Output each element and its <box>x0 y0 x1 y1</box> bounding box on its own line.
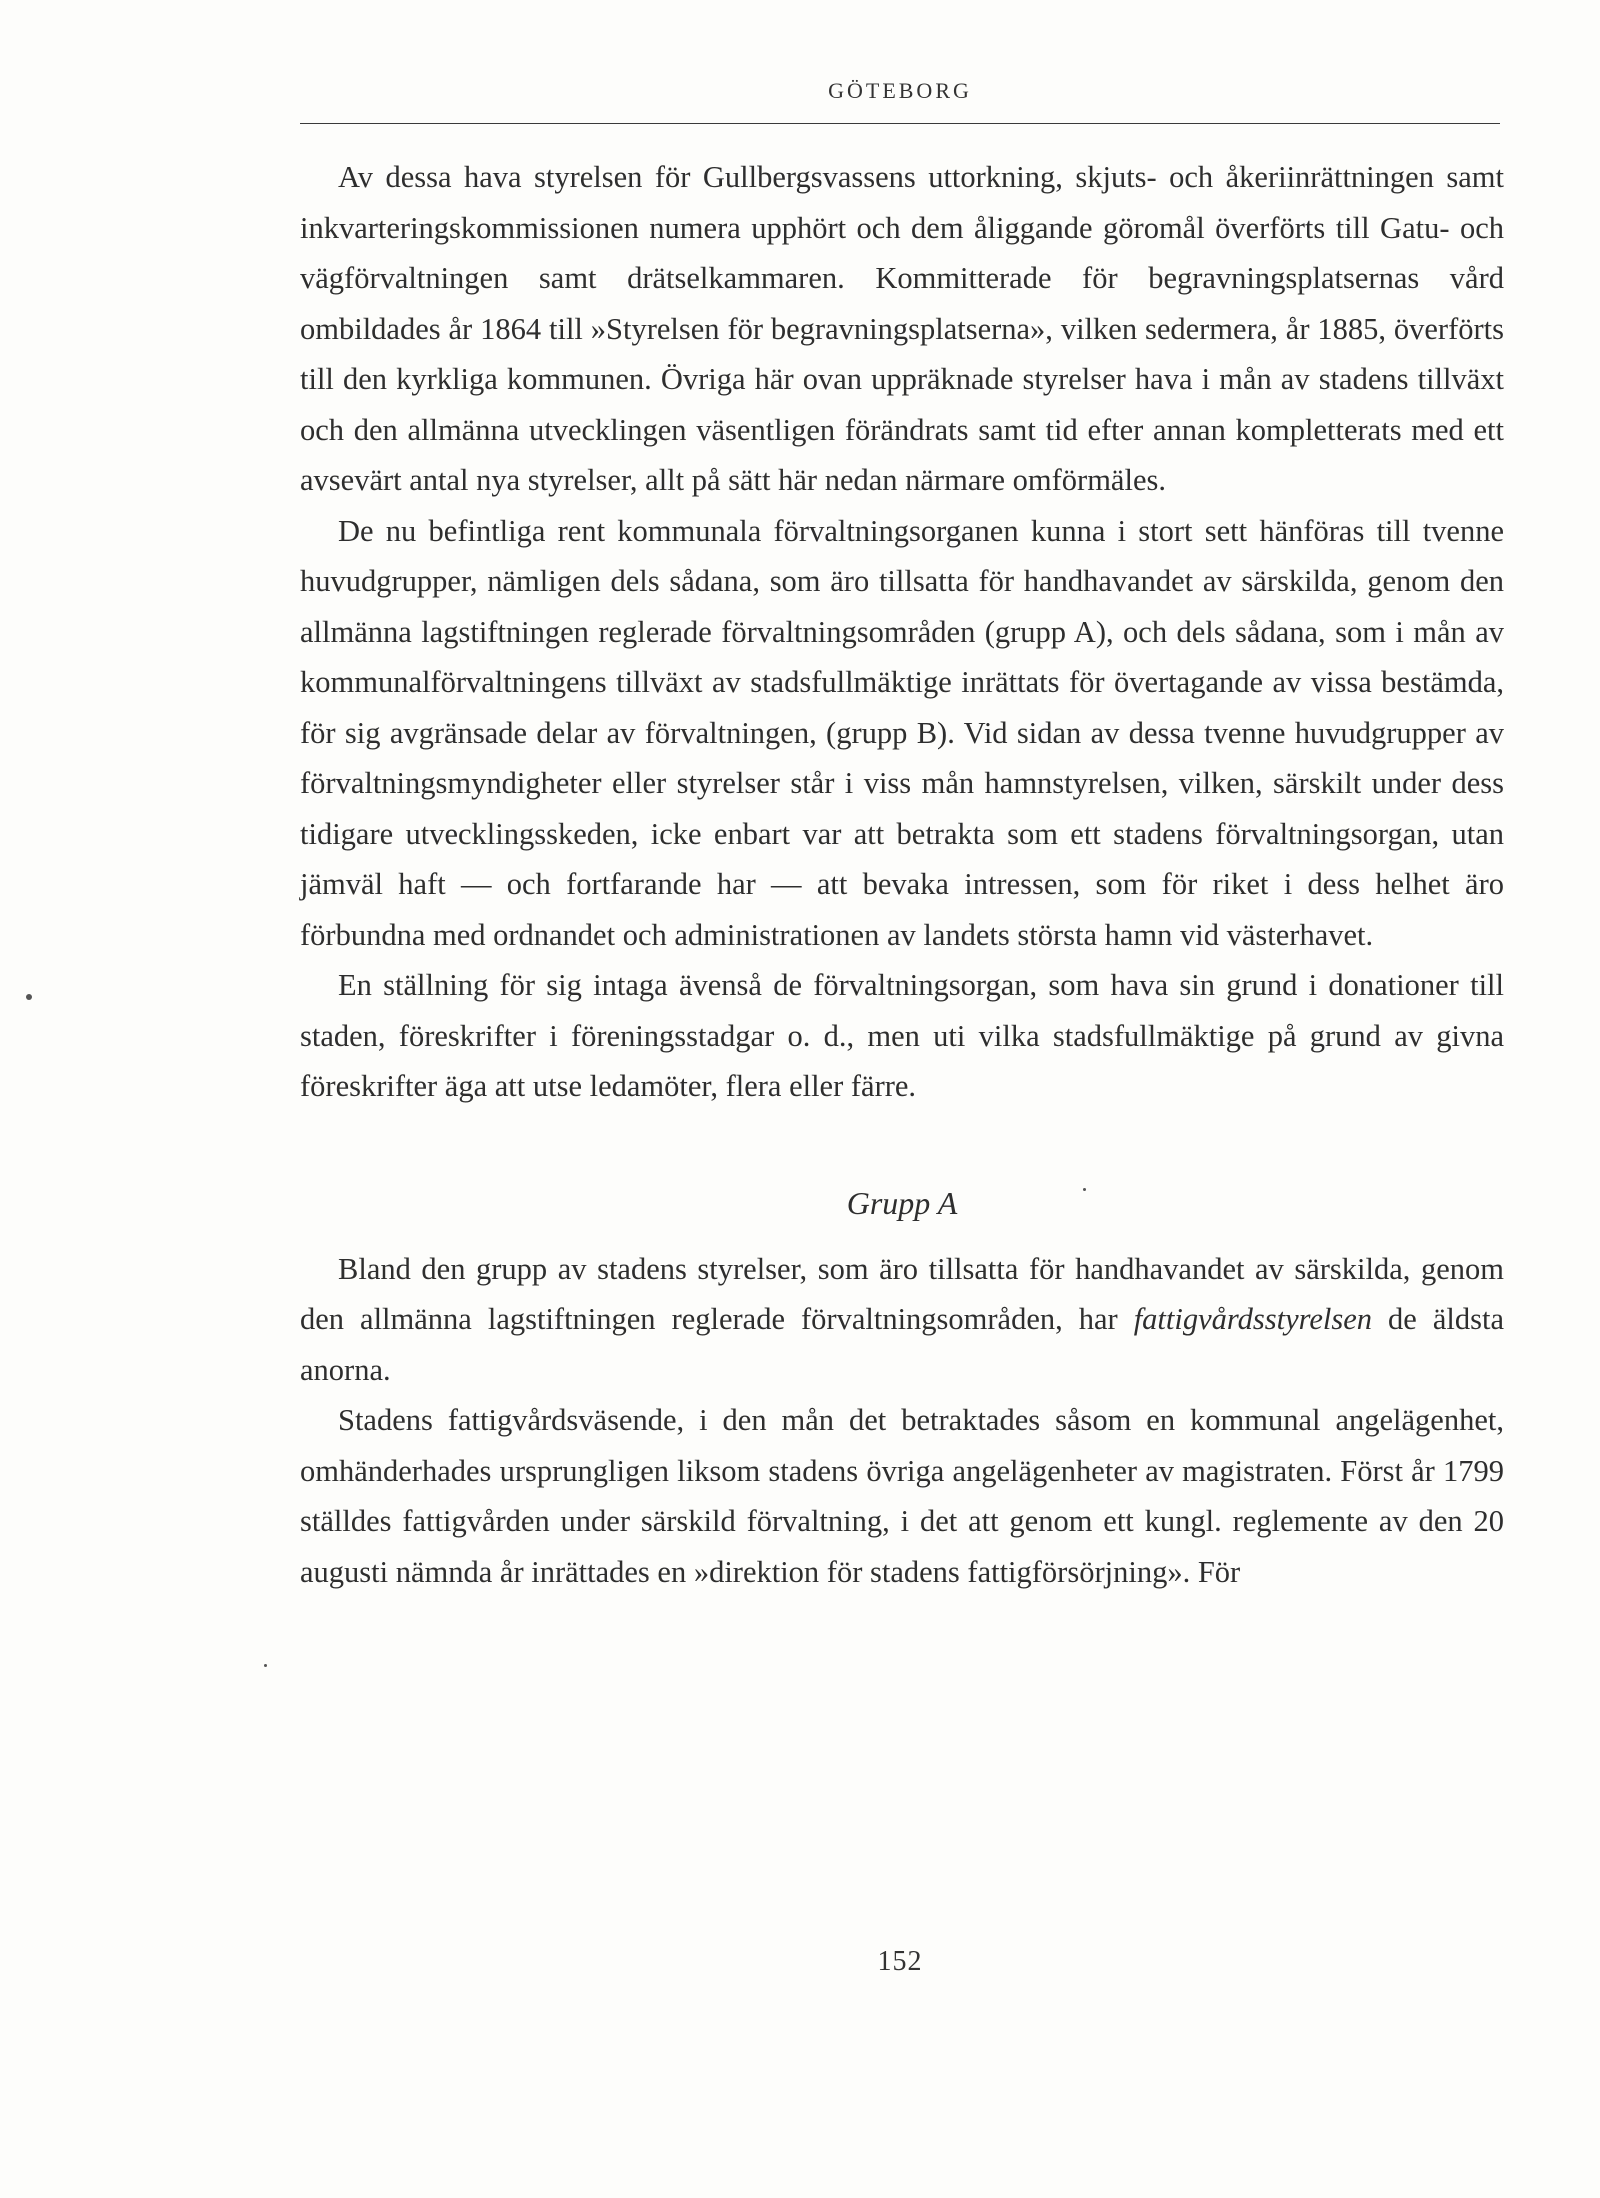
paragraph-4-emphasis: fattigvårdsstyrelsen <box>1133 1302 1373 1336</box>
paragraph-1: Av dessa hava styrelsen för Gullbergsvassens uttorkning, skjuts- och åkeriinrättningen samt inkvarteringskommissionen numera upphört och dem åliggande göromål överförts till Gatu- och vägförvaltningen samt drätselkammaren. Kommitterade för begravningsplatsernas vård ombildades år 1864 till »Styrelsen för begravningsplatserna», vilken sedermera, år 1885, överförts till den kyrkliga kommunen. Övriga här ovan uppräknade styrelser hava i mån av stadens tillväxt och den allmänna utvecklingen väsentligen förändrats samt tid efter annan kompletterats med ett avsevärt antal nya styrelser, allt på sätt här nedan närmare omförmäles. <box>300 160 1504 497</box>
paragraph-4-text-end: de äldsta anorna. <box>300 1302 1504 1387</box>
paragraph-5: Stadens fattigvårdsväsende, i den mån det betraktades såsom en kommunal angelägenhet, omhänderhades ursprungligen liksom stadens övriga angelägenheter av magistraten. Först år 1799 ställdes fattigvården under särskild förvaltning, i det att genom ett kungl. reglemente av den 20 augusti nämnda år inrättades en »direktion för stadens fattigförsörjning». För <box>300 1403 1504 1589</box>
body-text <box>300 152 1504 1597</box>
running-head: GÖTEBORG <box>828 78 972 103</box>
header-rule <box>300 123 1500 124</box>
print-speck <box>264 1664 267 1667</box>
paragraph-3: En ställning för sig intaga ävenså de förvaltningsorgan, som hava sin grund i donationer till staden, föreskrifter i föreningsstadgar o. d., men uti vilka stadsfullmäktige på grund av givna föreskrifter äga att utse ledamöter, flera eller färre. <box>300 968 1504 1103</box>
print-speck <box>1083 1188 1086 1191</box>
page-number: 152 <box>877 1946 923 1977</box>
section-heading: Grupp A <box>846 1184 958 1221</box>
print-speck <box>26 994 32 1000</box>
paragraph-4-text-start: Bland den grupp av stadens styrelser, som äro tillsatta för handhavandet av särskilda, genom den allmänna lagstiftningen reglerade förvaltningsområden, har <box>300 1251 1504 1336</box>
paragraph-2: De nu befintliga rent kommunala förvaltningsorganen kunna i stort sett hänföras till tvenne huvudgrupper, nämligen dels sådana, som äro tillsatta för handhavandet av särskilda, genom den allmänna lagstiftningen reglerade förvaltningsområden (grupp A), och dels sådana, som i mån av kommunalförvaltningens tillväxt av stadsfullmäktige inrättats för övertagande av vissa bestämda, för sig avgränsade delar av förvaltningen, (grupp B). Vid sidan av dessa tvenne huvudgrupper av förvaltningsmyndigheter eller styrelser står i viss mån hamnstyrelsen, vilken, särskilt under dess tidigare utvecklingsskeden, icke enbart var att betrakta som ett stadens förvaltningsorgan, utan jämväl haft — och fortfarande har — att bevaka intressen, som för riket i dess helhet äro förbundna med ordnandet och administrationen av landets största hamn vid västerhavet. <box>300 513 1504 952</box>
paragraph-4 <box>300 1244 1504 1396</box>
